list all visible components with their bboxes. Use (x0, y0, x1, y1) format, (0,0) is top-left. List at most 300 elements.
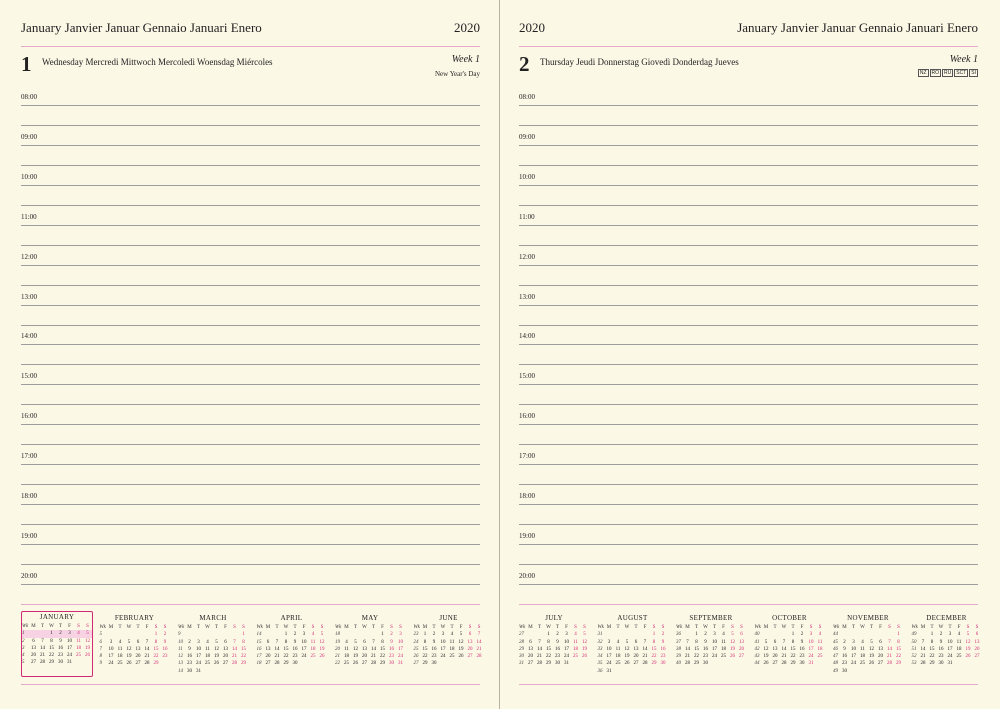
day-cell[interactable]: 27 (772, 661, 778, 667)
time-slot[interactable] (519, 406, 978, 446)
time-slot[interactable] (21, 446, 480, 486)
time-slot[interactable] (519, 127, 978, 167)
day-cell[interactable] (719, 660, 728, 667)
day-cell[interactable]: 23 (187, 661, 192, 667)
day-cell[interactable]: 28 (887, 661, 892, 667)
day-cell[interactable]: 29 (790, 661, 796, 667)
day-cell[interactable]: 15 (651, 646, 657, 652)
day-cell[interactable]: 13 (528, 646, 533, 652)
day-cell[interactable]: 6 (529, 639, 532, 645)
day-cell[interactable]: 23 (938, 654, 944, 660)
day-cell[interactable]: 1 (652, 632, 656, 638)
day-cell[interactable] (728, 660, 737, 667)
day-cell[interactable]: 30 (58, 660, 63, 666)
day-cell[interactable]: 1 (242, 632, 245, 638)
day-cell[interactable] (526, 631, 535, 638)
day-cell[interactable]: 28 (642, 661, 648, 667)
day-cell[interactable]: 1 (381, 632, 384, 638)
day-cell[interactable]: 11 (310, 639, 316, 645)
day-cell[interactable]: 26 (458, 654, 464, 660)
time-slot[interactable] (21, 366, 480, 406)
day-cell[interactable]: 11 (573, 639, 578, 645)
day-cell[interactable]: 29 (694, 661, 699, 667)
day-cell[interactable]: 14 (144, 646, 150, 652)
day-cell[interactable]: 12 (624, 646, 630, 652)
day-cell[interactable]: 31 (67, 660, 72, 666)
day-cell[interactable]: 29 (651, 661, 657, 667)
day-cell[interactable]: 5 (966, 632, 970, 638)
day-cell[interactable] (125, 631, 134, 638)
day-cell[interactable]: 28 (685, 661, 690, 667)
day-cell[interactable]: 27 (31, 660, 36, 666)
day-cell[interactable]: 28 (537, 661, 542, 667)
day-cell[interactable]: 8 (154, 639, 158, 645)
day-cell[interactable]: 31 (564, 661, 569, 667)
day-cell[interactable]: 5 (583, 632, 586, 638)
day-cell[interactable]: 23 (703, 654, 708, 660)
day-cell[interactable]: 25 (117, 661, 123, 667)
day-cell[interactable]: 3 (65, 630, 74, 637)
day-cell[interactable]: 23 (389, 654, 394, 660)
day-cell[interactable]: 17 (712, 646, 717, 652)
day-cell[interactable] (849, 668, 858, 675)
day-cell[interactable]: 26 (730, 654, 735, 660)
day-cell[interactable]: 10 (947, 639, 953, 645)
time-slot[interactable] (21, 247, 480, 287)
day-cell[interactable]: 6 (363, 639, 366, 645)
day-cell[interactable]: 17 (606, 654, 612, 660)
day-cell[interactable]: 14 (685, 646, 690, 652)
day-cell[interactable]: 1 (897, 632, 900, 638)
day-cell[interactable]: 4 (118, 639, 122, 645)
day-cell[interactable]: 16 (292, 646, 298, 652)
day-cell[interactable]: 12 (319, 639, 325, 645)
day-cell[interactable]: 19 (126, 654, 132, 660)
day-cell[interactable] (194, 631, 203, 638)
day-cell[interactable] (439, 660, 448, 667)
day-cell[interactable]: 13 (739, 639, 744, 645)
day-cell[interactable]: 14 (476, 639, 482, 645)
day-cell[interactable]: 4 (450, 632, 454, 638)
day-cell[interactable]: 16 (799, 646, 805, 652)
time-slot[interactable] (519, 326, 978, 366)
mini-calendar-january[interactable] (21, 611, 93, 677)
day-cell[interactable]: 2 (704, 632, 707, 638)
day-cell[interactable]: 25 (205, 661, 210, 667)
day-cell[interactable]: 18 (615, 654, 621, 660)
day-cell[interactable]: 23 (58, 653, 63, 659)
day-cell[interactable]: 18 (860, 654, 865, 660)
day-cell[interactable]: 8 (791, 639, 795, 645)
day-cell[interactable]: 23 (799, 654, 805, 660)
day-cell[interactable]: 31 (947, 661, 953, 667)
day-cell[interactable] (885, 668, 894, 675)
day-cell[interactable]: 3 (441, 632, 445, 638)
day-cell[interactable]: 30 (431, 661, 437, 667)
day-cell[interactable]: 25 (956, 654, 962, 660)
time-slot[interactable] (21, 127, 480, 167)
time-slot[interactable] (519, 167, 978, 207)
day-cell[interactable] (762, 631, 771, 638)
day-cell[interactable] (116, 631, 125, 638)
day-cell[interactable]: 10 (398, 639, 403, 645)
day-cell[interactable]: 26 (214, 661, 219, 667)
day-cell[interactable]: 31 (398, 661, 403, 667)
day-cell[interactable] (230, 631, 239, 638)
day-cell[interactable]: 16 (660, 646, 666, 652)
day-cell[interactable]: 6 (136, 639, 140, 645)
day-cell[interactable] (876, 668, 885, 675)
mini-calendar-august[interactable] (598, 613, 668, 677)
day-cell[interactable] (342, 631, 351, 638)
day-cell[interactable]: 24 (301, 654, 307, 660)
day-cell[interactable]: 4 (722, 632, 725, 638)
day-cell[interactable]: 23 (660, 654, 666, 660)
day-cell[interactable]: 27 (223, 661, 228, 667)
day-cell[interactable]: 15 (929, 646, 935, 652)
day-cell[interactable]: 11 (956, 639, 962, 645)
day-cell[interactable]: 9 (432, 639, 436, 645)
day-cell[interactable] (867, 631, 876, 638)
day-cell[interactable] (632, 668, 641, 675)
day-cell[interactable]: 15 (380, 646, 385, 652)
day-cell[interactable]: 27 (633, 661, 639, 667)
day-cell[interactable]: 9 (704, 639, 707, 645)
time-slot[interactable] (21, 486, 480, 526)
day-cell[interactable]: 8 (50, 638, 53, 644)
day-cell[interactable]: 29 (283, 661, 289, 667)
day-cell[interactable]: 25 (449, 654, 455, 660)
day-cell[interactable] (143, 631, 152, 638)
day-cell[interactable]: 1 (547, 632, 550, 638)
day-cell[interactable] (571, 660, 580, 667)
day-cell[interactable]: 20 (974, 646, 980, 652)
time-slot[interactable] (21, 87, 480, 127)
day-cell[interactable]: 2 (163, 632, 167, 638)
day-cell[interactable] (74, 659, 83, 666)
mini-calendar-february[interactable] (100, 613, 170, 677)
day-cell[interactable] (351, 631, 360, 638)
day-cell[interactable]: 14 (887, 646, 892, 652)
day-cell[interactable] (816, 660, 825, 667)
day-cell[interactable]: 25 (310, 654, 316, 660)
mini-calendar-may[interactable] (335, 613, 405, 677)
day-cell[interactable]: 7 (372, 639, 375, 645)
day-cell[interactable]: 8 (652, 639, 656, 645)
day-cell[interactable]: 21 (887, 654, 892, 660)
day-cell[interactable]: 7 (921, 639, 925, 645)
day-cell[interactable]: 23 (555, 654, 560, 660)
day-cell[interactable]: 5 (354, 639, 357, 645)
day-cell[interactable] (885, 631, 894, 638)
day-cell[interactable]: 27 (135, 661, 141, 667)
day-cell[interactable]: 4 (206, 639, 209, 645)
day-cell[interactable]: 5 (83, 630, 92, 637)
day-cell[interactable]: 7 (643, 639, 647, 645)
day-cell[interactable]: 24 (712, 654, 717, 660)
day-cell[interactable]: 15 (283, 646, 289, 652)
time-slot[interactable] (21, 287, 480, 327)
day-cell[interactable]: 4 (861, 639, 864, 645)
day-cell[interactable]: 6 (634, 639, 638, 645)
time-slot[interactable] (519, 366, 978, 406)
day-cell[interactable]: 20 (467, 646, 473, 652)
mini-calendar-march[interactable] (178, 613, 248, 677)
day-cell[interactable]: 6 (879, 639, 882, 645)
day-cell[interactable]: 28 (920, 661, 926, 667)
day-cell[interactable]: 26 (353, 661, 358, 667)
day-cell[interactable] (203, 668, 212, 675)
day-cell[interactable]: 12 (965, 639, 971, 645)
day-cell[interactable]: 3 (607, 639, 611, 645)
day-cell[interactable]: 30 (187, 668, 192, 674)
day-cell[interactable]: 12 (214, 646, 219, 652)
day-cell[interactable] (360, 631, 369, 638)
day-cell[interactable]: 22 (694, 654, 699, 660)
day-cell[interactable]: 2 (432, 632, 436, 638)
day-cell[interactable]: 17 (301, 646, 307, 652)
day-cell[interactable]: 14 (40, 645, 45, 651)
time-slot[interactable] (519, 207, 978, 247)
day-cell[interactable]: 2 (556, 632, 559, 638)
day-cell[interactable]: 24 (67, 653, 72, 659)
day-cell[interactable]: 1 (695, 632, 698, 638)
day-cell[interactable]: 7 (538, 639, 541, 645)
day-cell[interactable]: 9 (59, 638, 62, 644)
day-cell[interactable]: 22 (651, 654, 657, 660)
time-slot[interactable] (519, 486, 978, 526)
day-cell[interactable]: 13 (265, 646, 271, 652)
day-cell[interactable] (221, 668, 230, 675)
day-cell[interactable] (659, 668, 668, 675)
day-cell[interactable]: 13 (772, 646, 778, 652)
day-cell[interactable]: 20 (265, 654, 271, 660)
day-cell[interactable]: 27 (739, 654, 744, 660)
day-cell[interactable] (107, 631, 116, 638)
day-cell[interactable]: 30 (703, 661, 708, 667)
day-cell[interactable]: 18 (721, 646, 726, 652)
day-cell[interactable]: 21 (537, 654, 542, 660)
day-cell[interactable]: 26 (965, 654, 971, 660)
day-cell[interactable]: 29 (546, 661, 551, 667)
day-cell[interactable] (134, 631, 143, 638)
day-cell[interactable]: 7 (686, 639, 689, 645)
day-cell[interactable] (641, 668, 650, 675)
time-slot[interactable] (21, 207, 480, 247)
day-cell[interactable]: 14 (642, 646, 648, 652)
day-cell[interactable]: 4 (818, 632, 822, 638)
day-cell[interactable]: 24 (440, 654, 446, 660)
time-slot[interactable] (519, 526, 978, 566)
day-cell[interactable]: 17 (947, 646, 953, 652)
day-cell[interactable]: 10 (67, 638, 72, 644)
day-cell[interactable]: 24 (947, 654, 953, 660)
day-cell[interactable]: 18 (573, 646, 578, 652)
day-cell[interactable]: 16 (842, 654, 847, 660)
day-cell[interactable]: 20 (739, 646, 744, 652)
mini-calendar-october[interactable] (755, 613, 825, 677)
day-cell[interactable]: 18 (344, 654, 349, 660)
day-cell[interactable]: 20 (633, 654, 639, 660)
day-cell[interactable]: 21 (642, 654, 648, 660)
day-cell[interactable]: 16 (703, 646, 708, 652)
day-cell[interactable]: 15 (790, 646, 796, 652)
day-cell[interactable] (605, 631, 614, 638)
day-cell[interactable] (230, 668, 239, 675)
day-cell[interactable] (535, 631, 544, 638)
day-cell[interactable]: 19 (869, 654, 874, 660)
day-cell[interactable]: 1 (284, 632, 288, 638)
day-cell[interactable]: 5 (764, 639, 768, 645)
day-cell[interactable]: 23 (431, 654, 437, 660)
day-cell[interactable] (457, 660, 466, 667)
day-cell[interactable]: 27 (878, 661, 883, 667)
day-cell[interactable]: 31 (606, 668, 612, 674)
day-cell[interactable] (973, 660, 982, 667)
day-cell[interactable]: 7 (275, 639, 279, 645)
day-cell[interactable]: 25 (615, 661, 621, 667)
day-cell[interactable]: 20 (878, 654, 883, 660)
day-cell[interactable]: 16 (162, 646, 168, 652)
day-cell[interactable]: 16 (58, 645, 63, 651)
day-cell[interactable] (737, 660, 746, 667)
day-cell[interactable]: 17 (108, 654, 114, 660)
day-cell[interactable]: 8 (242, 639, 245, 645)
day-cell[interactable]: 3 (809, 632, 813, 638)
day-cell[interactable]: 15 (694, 646, 699, 652)
mini-calendar-september[interactable] (676, 613, 746, 677)
day-cell[interactable]: 15 (546, 646, 551, 652)
day-cell[interactable]: 2 (939, 632, 943, 638)
day-cell[interactable]: 4 (311, 632, 315, 638)
day-cell[interactable]: 28 (476, 654, 482, 660)
day-cell[interactable]: 12 (126, 646, 132, 652)
day-cell[interactable]: 10 (564, 639, 569, 645)
mini-calendar-november[interactable] (833, 613, 903, 677)
day-cell[interactable]: 15 (49, 645, 54, 651)
day-cell[interactable]: 29 (153, 661, 159, 667)
day-cell[interactable]: 27 (265, 661, 271, 667)
day-cell[interactable]: 16 (938, 646, 944, 652)
day-cell[interactable]: 21 (371, 654, 376, 660)
day-cell[interactable] (614, 668, 623, 675)
day-cell[interactable]: 31 (196, 668, 201, 674)
day-cell[interactable]: 8 (695, 639, 698, 645)
day-cell[interactable]: 1 (154, 632, 158, 638)
day-cell[interactable]: 19 (582, 646, 587, 652)
day-cell[interactable] (264, 631, 273, 638)
day-cell[interactable]: 7 (477, 632, 481, 638)
day-cell[interactable]: 14 (781, 646, 787, 652)
day-cell[interactable]: 16 (555, 646, 560, 652)
day-cell[interactable]: 19 (624, 654, 630, 660)
day-cell[interactable]: 17 (398, 646, 403, 652)
day-cell[interactable]: 9 (939, 639, 943, 645)
day-cell[interactable]: 21 (685, 654, 690, 660)
day-cell[interactable]: 17 (196, 654, 201, 660)
day-cell[interactable] (38, 630, 47, 637)
day-cell[interactable]: 25 (817, 654, 823, 660)
day-cell[interactable]: 19 (214, 654, 219, 660)
day-cell[interactable]: 18 (205, 654, 210, 660)
day-cell[interactable]: 23 (162, 654, 168, 660)
day-cell[interactable]: 21 (476, 646, 482, 652)
day-cell[interactable] (614, 631, 623, 638)
day-cell[interactable] (185, 631, 194, 638)
day-cell[interactable]: 27 (528, 661, 533, 667)
day-cell[interactable]: 11 (817, 639, 823, 645)
day-cell[interactable]: 11 (860, 646, 865, 652)
day-cell[interactable]: 7 (145, 639, 149, 645)
day-cell[interactable]: 23 (292, 654, 298, 660)
day-cell[interactable]: 13 (467, 639, 473, 645)
day-cell[interactable]: 4 (957, 632, 961, 638)
day-cell[interactable]: 9 (800, 639, 804, 645)
day-cell[interactable]: 19 (85, 645, 90, 651)
day-cell[interactable]: 22 (49, 653, 54, 659)
day-cell[interactable] (876, 631, 885, 638)
day-cell[interactable] (641, 631, 650, 638)
day-cell[interactable]: 4 (74, 630, 83, 637)
day-cell[interactable]: 5 (731, 632, 734, 638)
day-cell[interactable] (849, 631, 858, 638)
time-slot[interactable] (519, 247, 978, 287)
day-cell[interactable] (964, 660, 973, 667)
day-cell[interactable]: 1 (791, 632, 795, 638)
day-cell[interactable]: 30 (389, 661, 394, 667)
day-cell[interactable]: 10 (808, 639, 814, 645)
day-cell[interactable]: 31 (808, 661, 814, 667)
day-cell[interactable]: 10 (440, 639, 446, 645)
day-cell[interactable]: 16 (431, 646, 437, 652)
day-cell[interactable]: 13 (362, 646, 367, 652)
day-cell[interactable]: 13 (878, 646, 883, 652)
day-cell[interactable]: 16 (389, 646, 394, 652)
day-cell[interactable]: 3 (852, 639, 855, 645)
day-cell[interactable]: 13 (223, 646, 228, 652)
day-cell[interactable]: 19 (319, 646, 325, 652)
day-cell[interactable]: 11 (205, 646, 210, 652)
day-cell[interactable]: 21 (781, 654, 787, 660)
day-cell[interactable]: 24 (108, 661, 114, 667)
day-cell[interactable]: 2 (390, 632, 393, 638)
day-cell[interactable]: 12 (869, 646, 874, 652)
day-cell[interactable]: 17 (808, 646, 814, 652)
day-cell[interactable]: 28 (371, 661, 376, 667)
day-cell[interactable]: 12 (763, 646, 769, 652)
day-cell[interactable]: 19 (458, 646, 464, 652)
day-cell[interactable]: 1 (47, 630, 56, 637)
time-slot[interactable] (519, 446, 978, 486)
day-cell[interactable]: 15 (153, 646, 159, 652)
day-cell[interactable]: 28 (781, 661, 787, 667)
day-cell[interactable]: 8 (423, 639, 427, 645)
day-cell[interactable]: 10 (712, 639, 717, 645)
day-cell[interactable]: 10 (606, 646, 612, 652)
day-cell[interactable]: 28 (144, 661, 150, 667)
day-cell[interactable]: 25 (344, 661, 349, 667)
day-cell[interactable]: 15 (896, 646, 901, 652)
day-cell[interactable]: 5 (320, 632, 324, 638)
day-cell[interactable]: 13 (633, 646, 639, 652)
day-cell[interactable]: 2 (661, 632, 665, 638)
day-cell[interactable]: 14 (920, 646, 926, 652)
day-cell[interactable] (309, 660, 318, 667)
time-slot[interactable] (21, 406, 480, 446)
day-cell[interactable]: 2 (293, 632, 297, 638)
day-cell[interactable]: 7 (41, 638, 44, 644)
day-cell[interactable]: 12 (582, 639, 587, 645)
